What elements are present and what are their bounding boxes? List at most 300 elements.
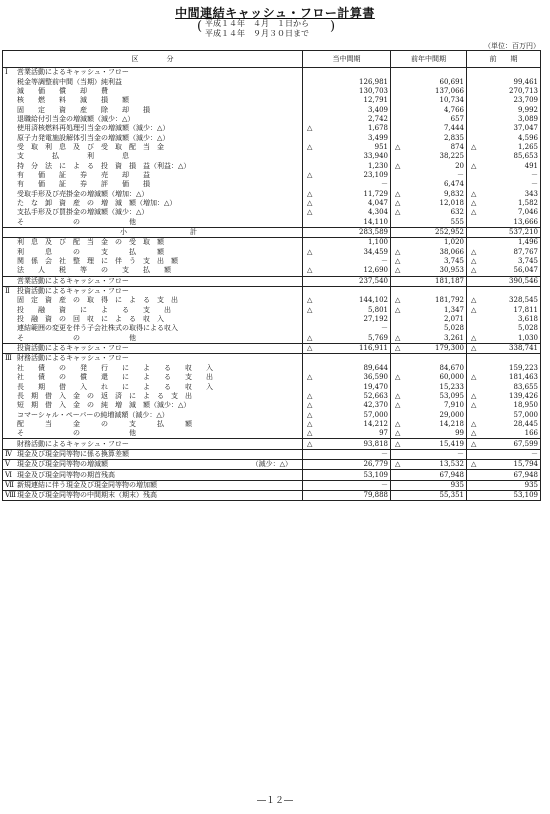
- prior-negative-mark: [391, 180, 405, 189]
- previous-negative-mark: △: [467, 199, 481, 208]
- current-value: 126,981: [317, 77, 391, 86]
- current-negative-mark: [303, 449, 317, 459]
- prior-negative-mark: △: [391, 208, 405, 217]
- current-value: 97: [317, 429, 391, 439]
- current-value: －: [317, 480, 391, 490]
- previous-value: 159,223: [481, 364, 541, 373]
- previous-negative-mark: △: [467, 334, 481, 344]
- prior-negative-mark: [391, 491, 405, 501]
- row-label: [3, 133, 303, 142]
- table-row: [3, 420, 541, 429]
- prior-value: 13,532: [405, 460, 467, 470]
- section-title: 新規連結に伴う現金及び現金同等物の増加額: [17, 480, 157, 489]
- section-title: 財務活動によるキャッシュ・フロー: [17, 354, 129, 363]
- prior-value: 3,261: [405, 334, 467, 344]
- previous-value: 28,445: [481, 420, 541, 429]
- previous-value: [481, 286, 541, 296]
- previous-negative-mark: △: [467, 429, 481, 439]
- prior-negative-mark: △: [391, 392, 405, 401]
- previous-negative-mark: [467, 77, 481, 86]
- previous-value: 57,000: [481, 410, 541, 419]
- previous-value: 15,794: [481, 460, 541, 470]
- previous-negative-mark: [467, 324, 481, 333]
- previous-value: 67,599: [481, 439, 541, 449]
- previous-value: 37,047: [481, 124, 541, 133]
- previous-value: 3,745: [481, 257, 541, 266]
- row-label: [3, 401, 303, 410]
- previous-negative-mark: [467, 491, 481, 501]
- prior-value: 2,071: [405, 315, 467, 324]
- current-negative-mark: △: [303, 429, 317, 439]
- current-value: 89,644: [317, 364, 391, 373]
- row-label: [3, 392, 303, 401]
- prior-negative-mark: △: [391, 439, 405, 449]
- item-label: 関 係 会 社 整 理 に 伴 う 支 出 額: [17, 257, 178, 266]
- prior-negative-mark: [391, 382, 405, 391]
- prior-value: 137,066: [405, 87, 467, 96]
- header-previous: 前 期: [467, 51, 541, 68]
- previous-value: 83,655: [481, 382, 541, 391]
- item-label: 社 債 の 発 行 に よ る 収 入: [17, 363, 213, 372]
- prior-value: 99: [405, 429, 467, 439]
- current-value: [317, 354, 391, 364]
- current-value: －: [317, 449, 391, 459]
- prior-negative-mark: [391, 324, 405, 333]
- item-label: 有 価 証 券 売 却 益: [17, 170, 150, 179]
- current-value: 34,459: [317, 248, 391, 257]
- previous-negative-mark: △: [467, 266, 481, 276]
- previous-value: 17,811: [481, 306, 541, 315]
- previous-negative-mark: △: [467, 257, 481, 266]
- table-row: [3, 152, 541, 161]
- item-label: 利 息 及 び 配 当 金 の 受 取 額: [17, 238, 164, 247]
- row-label: [3, 439, 303, 449]
- prior-value: 15,419: [405, 439, 467, 449]
- prior-value: 60,691: [405, 77, 467, 86]
- table-row: [3, 180, 541, 189]
- current-value: 93,818: [317, 439, 391, 449]
- current-value: 33,940: [317, 152, 391, 161]
- prior-value: 60,000: [405, 373, 467, 382]
- table-row: [3, 480, 541, 490]
- previous-negative-mark: [467, 364, 481, 373]
- prior-negative-mark: [391, 238, 405, 248]
- prior-value: 7,444: [405, 124, 467, 133]
- prior-negative-mark: [391, 480, 405, 490]
- section-number: Ⅶ: [5, 480, 15, 489]
- current-negative-mark: △: [303, 171, 317, 180]
- row-label: [3, 238, 303, 248]
- previous-value: 23,709: [481, 96, 541, 105]
- table-row: [3, 171, 541, 180]
- prior-negative-mark: △: [391, 266, 405, 276]
- previous-value: 390,546: [481, 276, 541, 286]
- page-number: ―１２―: [256, 796, 293, 806]
- item-label: そ の 他: [17, 217, 136, 226]
- previous-negative-mark: [467, 238, 481, 248]
- previous-value: 328,545: [481, 296, 541, 305]
- table-row: [3, 257, 541, 266]
- period: [197, 19, 336, 39]
- current-value: 237,540: [317, 276, 391, 286]
- item-label: 税金等調整前中間（当期）純利益: [17, 77, 122, 86]
- previous-negative-mark: △: [467, 460, 481, 470]
- row-label: [3, 248, 303, 257]
- row-label: [3, 286, 303, 296]
- table-row: [3, 276, 541, 286]
- item-label: そ の 他: [17, 429, 136, 438]
- prior-negative-mark: △: [391, 296, 405, 305]
- table-row: [3, 105, 541, 114]
- prior-negative-mark: [391, 152, 405, 161]
- previous-value: 338,741: [481, 343, 541, 353]
- table-row: [3, 286, 541, 296]
- table-row: [3, 238, 541, 248]
- previous-value: 3,089: [481, 115, 541, 124]
- current-value: [317, 286, 391, 296]
- previous-value: 18,950: [481, 401, 541, 410]
- table-row: [3, 364, 541, 373]
- previous-negative-mark: △: [467, 420, 481, 429]
- item-label: た な 卸 資 産 の 増 減 額（増加：△）: [17, 198, 177, 207]
- row-label: [3, 429, 303, 439]
- previous-value: 1,582: [481, 199, 541, 208]
- previous-value: 4,596: [481, 133, 541, 142]
- item-label: 小 計: [120, 228, 197, 237]
- current-negative-mark: [303, 218, 317, 228]
- previous-value: 181,463: [481, 373, 541, 382]
- current-value: 4,047: [317, 199, 391, 208]
- table-row: [3, 161, 541, 170]
- prior-value: [405, 354, 467, 364]
- current-value: 26,779: [317, 460, 391, 470]
- item-label: 使用済核燃料再処理引当金の増減額（減少：△）: [17, 124, 170, 133]
- period-end: 平成１４年 ９月３０日まで: [205, 29, 309, 38]
- row-label: [3, 266, 303, 276]
- item-label: 持 分 法 に よ る 投 資 損 益（利益：△）: [17, 161, 191, 170]
- item-label: 投 融 資 に よ る 支 出: [17, 305, 171, 314]
- current-value: 130,703: [317, 87, 391, 96]
- previous-negative-mark: △: [467, 373, 481, 382]
- previous-negative-mark: △: [467, 392, 481, 401]
- table-row: [3, 133, 541, 142]
- current-value: [317, 68, 391, 78]
- prior-negative-mark: [391, 218, 405, 228]
- prior-negative-mark: △: [391, 161, 405, 170]
- prior-value: 53,095: [405, 392, 467, 401]
- item-label: 投資活動によるキャッシュ・フロー: [17, 344, 129, 353]
- item-label: 営業活動によるキャッシュ・フロー: [17, 276, 129, 285]
- prior-negative-mark: △: [391, 429, 405, 439]
- current-negative-mark: △: [303, 439, 317, 449]
- current-value: 2,742: [317, 115, 391, 124]
- item-label: 長 期 借 入 れ に よ る 収 入: [17, 382, 213, 391]
- table-row: [3, 77, 541, 86]
- section-title: 投資活動によるキャッシュ・フロー: [17, 287, 129, 296]
- current-negative-mark: [303, 470, 317, 480]
- prior-value: 657: [405, 115, 467, 124]
- previous-negative-mark: △: [467, 161, 481, 170]
- row-label: [3, 354, 303, 364]
- current-value: 5,801: [317, 306, 391, 315]
- current-negative-mark: △: [303, 189, 317, 198]
- row-label: [3, 324, 303, 333]
- prior-negative-mark: △: [391, 401, 405, 410]
- current-value: 27,192: [317, 315, 391, 324]
- row-label: [3, 96, 303, 105]
- prior-negative-mark: △: [391, 334, 405, 344]
- prior-negative-mark: [391, 68, 405, 78]
- prior-value: 6,474: [405, 180, 467, 189]
- prior-negative-mark: [391, 96, 405, 105]
- current-negative-mark: [303, 238, 317, 248]
- prior-negative-mark: [391, 115, 405, 124]
- table-row: [3, 470, 541, 480]
- previous-negative-mark: [467, 286, 481, 296]
- row-label: [3, 373, 303, 382]
- current-value: 19,470: [317, 382, 391, 391]
- section-number: Ⅵ: [5, 470, 13, 479]
- table-row: [3, 208, 541, 217]
- item-label: 配 当 金 の 支 払 額: [17, 419, 192, 428]
- previous-value: 139,426: [481, 392, 541, 401]
- prior-negative-mark: [391, 124, 405, 133]
- prior-value: 29,000: [405, 410, 467, 419]
- current-negative-mark: △: [303, 306, 317, 315]
- previous-negative-mark: [467, 68, 481, 78]
- section-number: Ⅱ: [5, 287, 10, 296]
- prior-negative-mark: [391, 364, 405, 373]
- table-row: [3, 306, 541, 315]
- section-title: 現金及び現金同等物の増減額: [17, 460, 108, 469]
- previous-value: 13,666: [481, 218, 541, 228]
- prior-negative-mark: [391, 315, 405, 324]
- previous-value: 5,028: [481, 324, 541, 333]
- current-negative-mark: [303, 257, 317, 266]
- section-number: Ⅷ: [5, 491, 17, 500]
- row-label: [3, 306, 303, 315]
- previous-value: 935: [481, 480, 541, 490]
- previous-negative-mark: △: [467, 306, 481, 315]
- prior-value: －: [405, 171, 467, 180]
- previous-negative-mark: [467, 133, 481, 142]
- prior-negative-mark: [391, 286, 405, 296]
- current-value: 57,000: [317, 410, 391, 419]
- previous-negative-mark: △: [467, 296, 481, 305]
- prior-value: 30,953: [405, 266, 467, 276]
- current-value: 5,769: [317, 334, 391, 344]
- row-label: [3, 410, 303, 419]
- previous-negative-mark: △: [467, 401, 481, 410]
- table-row: [3, 87, 541, 96]
- row-label: [3, 227, 303, 237]
- prior-negative-mark: [391, 227, 405, 237]
- previous-negative-mark: [467, 96, 481, 105]
- row-note: （減少：△）: [251, 460, 292, 469]
- prior-value: 252,952: [405, 227, 467, 237]
- current-value: 12,690: [317, 266, 391, 276]
- period-start: 平成１４年 ４月 １日から: [205, 19, 309, 28]
- current-negative-mark: [303, 115, 317, 124]
- row-label: [3, 491, 303, 501]
- prior-value: 14,218: [405, 420, 467, 429]
- current-value: 1,100: [317, 238, 391, 248]
- row-label: [3, 68, 303, 78]
- previous-value: 1,030: [481, 334, 541, 344]
- item-label: そ の 他: [17, 333, 136, 342]
- prior-value: 15,233: [405, 382, 467, 391]
- previous-value: [481, 68, 541, 78]
- current-negative-mark: △: [303, 373, 317, 382]
- table-row: [3, 296, 541, 305]
- prior-value: 38,066: [405, 248, 467, 257]
- prior-value: 3,745: [405, 257, 467, 266]
- current-value: －: [317, 257, 391, 266]
- current-value: －: [317, 324, 391, 333]
- item-label: 受 取 利 息 及 び 受 取 配 当 金: [17, 142, 164, 151]
- previous-negative-mark: [467, 382, 481, 391]
- prior-negative-mark: △: [391, 306, 405, 315]
- table-row: [3, 491, 541, 501]
- current-negative-mark: [303, 480, 317, 490]
- current-negative-mark: [303, 324, 317, 333]
- current-negative-mark: [303, 315, 317, 324]
- prior-value: 874: [405, 143, 467, 152]
- current-value: 4,304: [317, 208, 391, 217]
- previous-negative-mark: △: [467, 143, 481, 152]
- prior-negative-mark: △: [391, 420, 405, 429]
- section-number: Ⅰ: [5, 68, 8, 77]
- header-row: [3, 51, 541, 68]
- header-current: 当中間期: [303, 51, 391, 68]
- previous-value: 67,948: [481, 470, 541, 480]
- item-label: 核 燃 料 減 損 額: [17, 96, 129, 105]
- section-title: 営業活動によるキャッシュ・フロー: [17, 68, 129, 77]
- prior-value: 38,225: [405, 152, 467, 161]
- current-negative-mark: △: [303, 266, 317, 276]
- current-value: 14,110: [317, 218, 391, 228]
- current-negative-mark: [303, 460, 317, 470]
- table-row: [3, 124, 541, 133]
- table-row: [3, 115, 541, 124]
- prior-value: 181,187: [405, 276, 467, 286]
- period-open-paren: (: [197, 19, 203, 34]
- prior-value: 20: [405, 161, 467, 170]
- row-label: [3, 449, 303, 459]
- current-negative-mark: △: [303, 208, 317, 217]
- section-title: 現金及び現金同等物の中間期末（期末）残高: [17, 491, 157, 500]
- table-row: [3, 189, 541, 198]
- item-label: 支 払 利 息: [17, 152, 129, 161]
- previous-negative-mark: [467, 470, 481, 480]
- prior-value: 179,300: [405, 343, 467, 353]
- row-label: [3, 87, 303, 96]
- section-title: 現金及び現金同等物の期首残高: [17, 470, 115, 479]
- previous-negative-mark: △: [467, 439, 481, 449]
- prior-negative-mark: [391, 105, 405, 114]
- previous-value: 343: [481, 189, 541, 198]
- row-label: [3, 77, 303, 86]
- prior-negative-mark: △: [391, 189, 405, 198]
- prior-negative-mark: △: [391, 343, 405, 353]
- previous-negative-mark: △: [467, 248, 481, 257]
- prior-value: 84,670: [405, 364, 467, 373]
- prior-value: 181,792: [405, 296, 467, 305]
- current-value: 116,911: [317, 343, 391, 353]
- table-row: [3, 354, 541, 364]
- prior-value: 67,948: [405, 470, 467, 480]
- table-row: [3, 382, 541, 391]
- current-negative-mark: △: [303, 296, 317, 305]
- item-label: 短 期 借 入 金 の 純 増 減 額（減少：△）: [17, 401, 191, 410]
- prior-negative-mark: [391, 87, 405, 96]
- row-label: [3, 218, 303, 228]
- prior-negative-mark: [391, 354, 405, 364]
- row-label: [3, 257, 303, 266]
- row-label: [3, 315, 303, 324]
- previous-negative-mark: [467, 276, 481, 286]
- table-row: [3, 143, 541, 152]
- prior-value: [405, 286, 467, 296]
- current-negative-mark: [303, 152, 317, 161]
- prior-value: 2,835: [405, 133, 467, 142]
- row-label: [3, 171, 303, 180]
- previous-negative-mark: [467, 480, 481, 490]
- table-row: [3, 227, 541, 237]
- previous-value: －: [481, 171, 541, 180]
- previous-value: 3,618: [481, 315, 541, 324]
- table-row: [3, 218, 541, 228]
- current-negative-mark: [303, 77, 317, 86]
- previous-value: 56,047: [481, 266, 541, 276]
- row-label: [3, 199, 303, 208]
- current-negative-mark: △: [303, 420, 317, 429]
- current-negative-mark: [303, 133, 317, 142]
- current-negative-mark: △: [303, 334, 317, 344]
- table-row: [3, 248, 541, 257]
- prior-negative-mark: △: [391, 143, 405, 152]
- previous-negative-mark: △: [467, 343, 481, 353]
- current-negative-mark: [303, 276, 317, 286]
- section-title: 現金及び現金同等物に係る換算差額: [17, 449, 129, 458]
- table-row: [3, 324, 541, 333]
- previous-value: 1,496: [481, 238, 541, 248]
- previous-value: 1,265: [481, 143, 541, 152]
- previous-negative-mark: [467, 180, 481, 189]
- row-label: [3, 420, 303, 429]
- current-value: 52,663: [317, 392, 391, 401]
- item-label: 受取手形及び売掛金の増減額（増加：△）: [17, 189, 149, 198]
- current-value: 14,212: [317, 420, 391, 429]
- table-row: [3, 373, 541, 382]
- row-label: [3, 189, 303, 198]
- current-value: 12,791: [317, 96, 391, 105]
- previous-negative-mark: [467, 171, 481, 180]
- table-row: [3, 96, 541, 105]
- prior-negative-mark: [391, 410, 405, 419]
- section-number: Ⅴ: [5, 460, 11, 469]
- table-row: [3, 460, 541, 470]
- previous-negative-mark: [467, 218, 481, 228]
- row-label: [3, 208, 303, 217]
- previous-negative-mark: [467, 115, 481, 124]
- row-label: [3, 143, 303, 152]
- previous-value: 53,109: [481, 491, 541, 501]
- row-label: [3, 334, 303, 344]
- current-negative-mark: [303, 87, 317, 96]
- row-label: [3, 343, 303, 353]
- item-label: 投 融 資 の 回 収 に よ る 収 入: [17, 315, 164, 324]
